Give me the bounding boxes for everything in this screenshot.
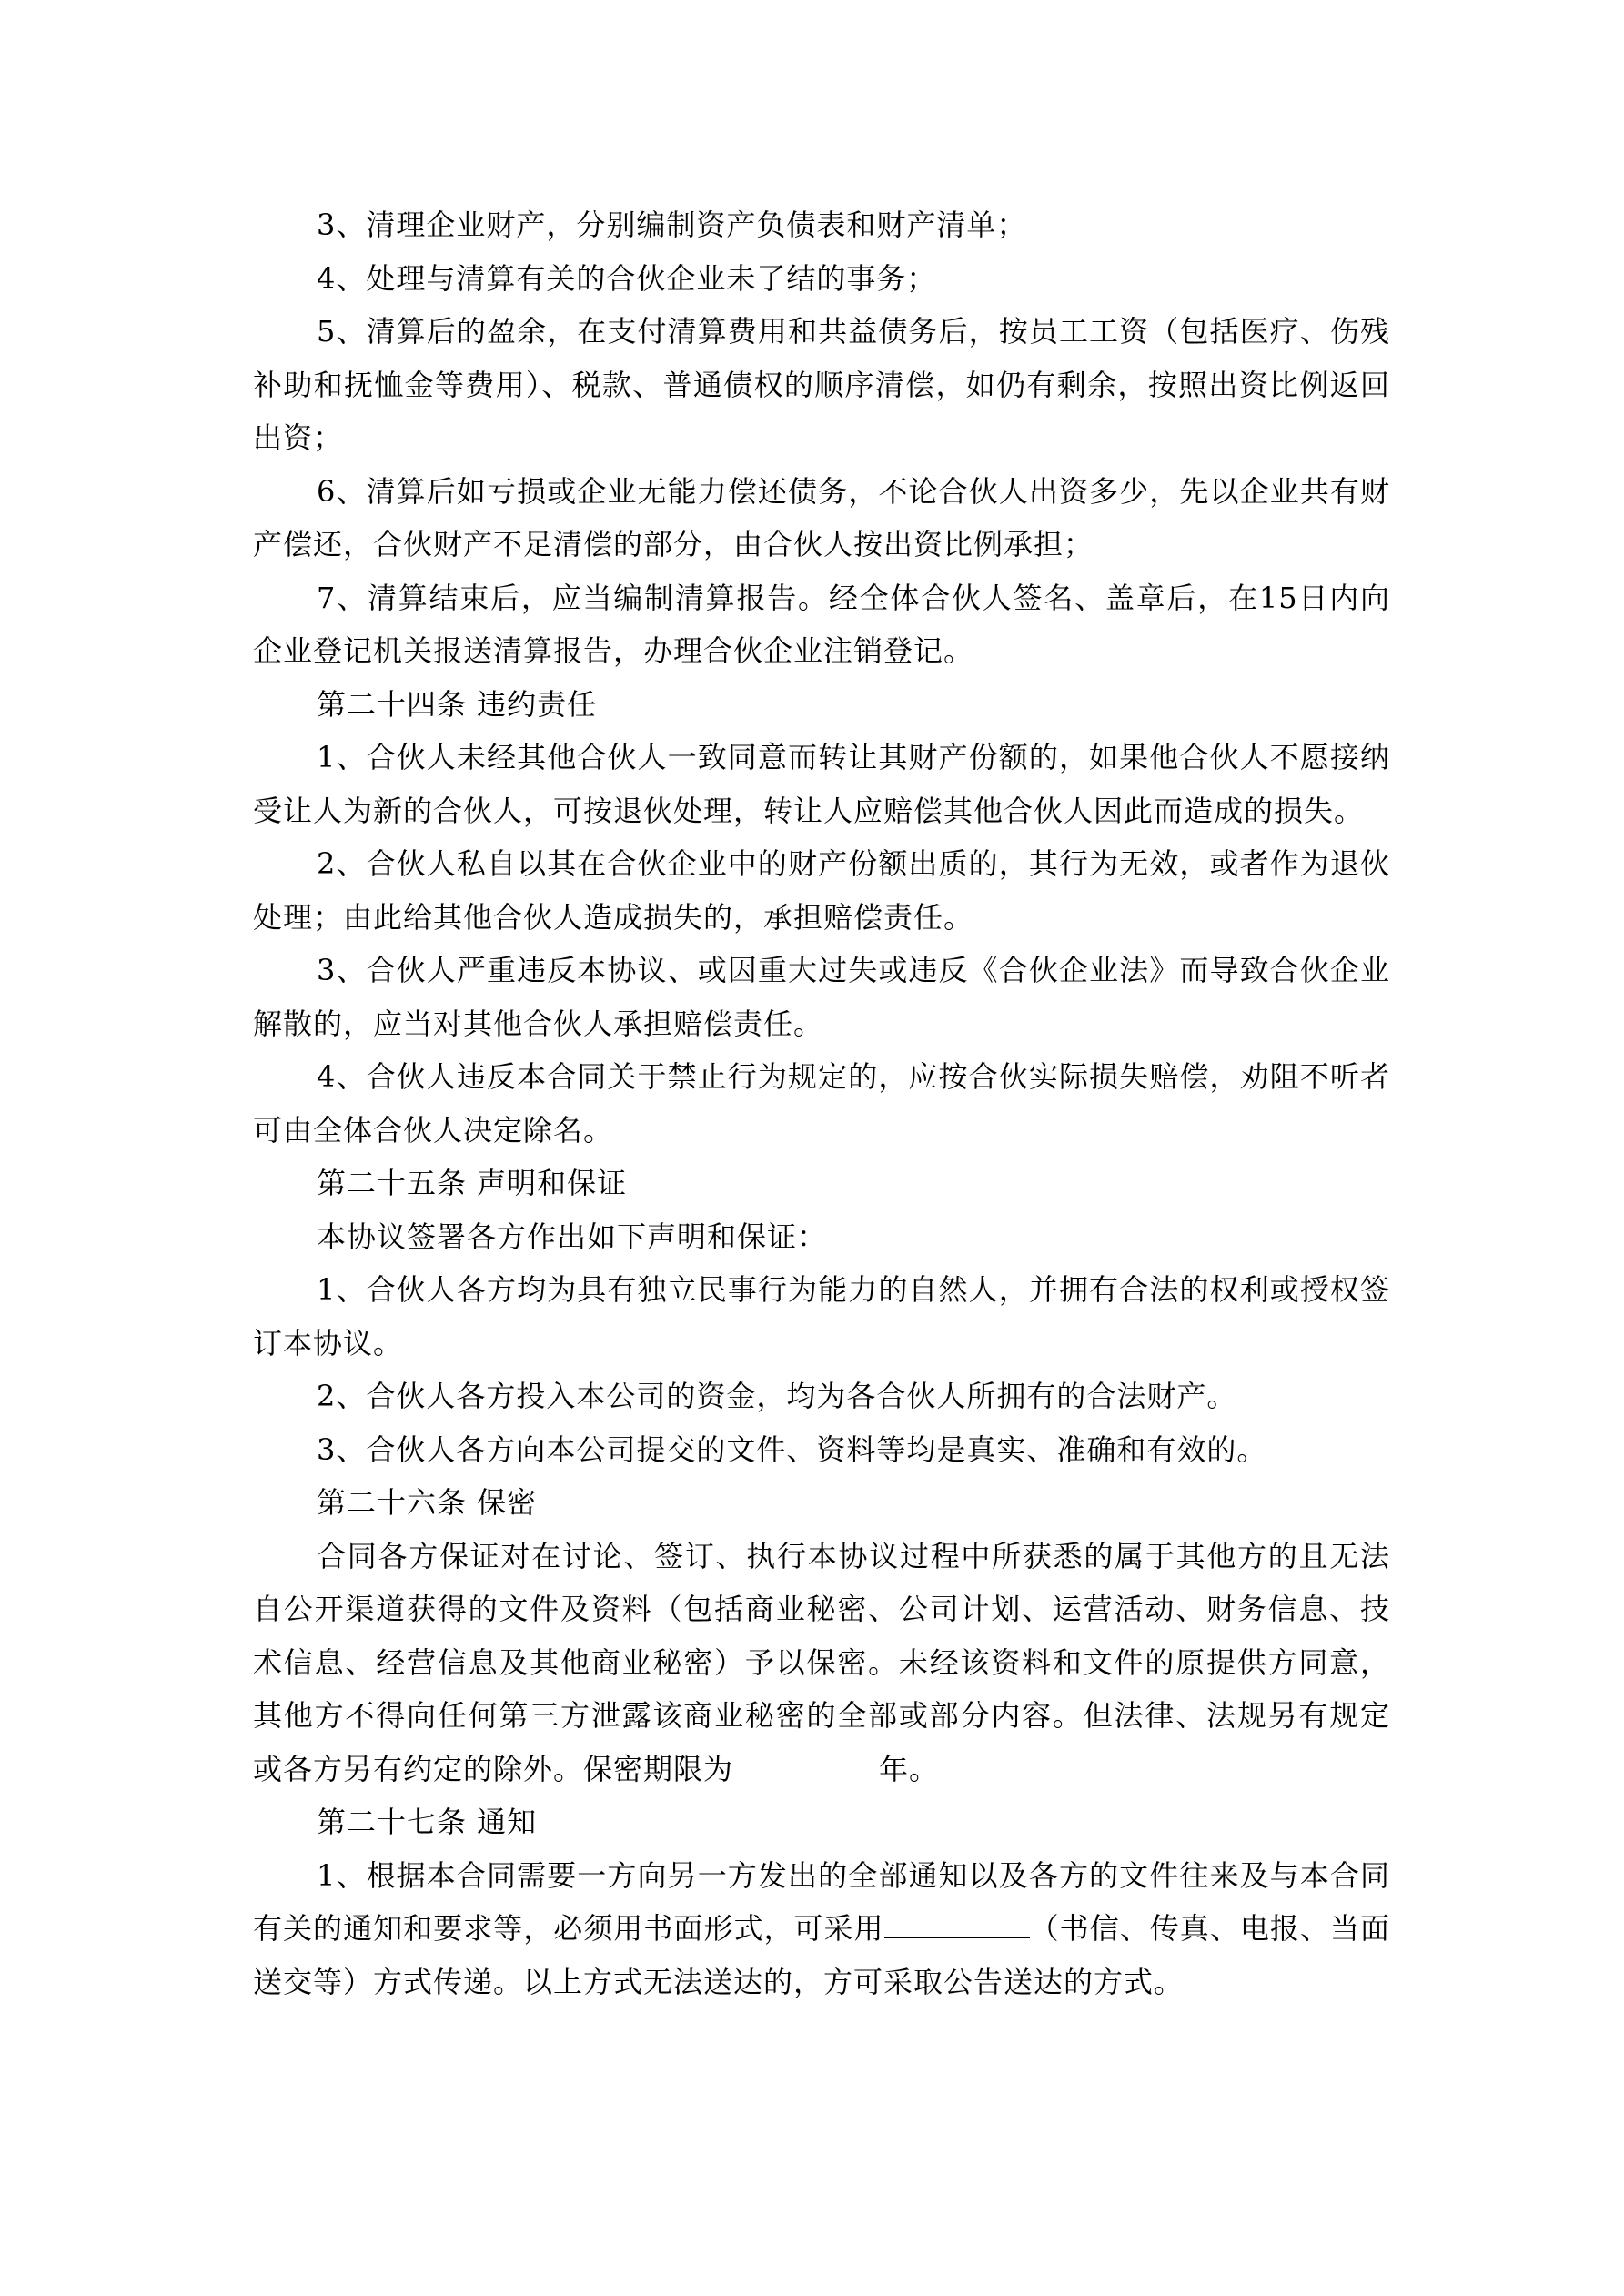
clause-liability-2: 2、合伙人私自以其在合伙企业中的财产份额出质的，其行为无效，或者作为退伙处理；由此给其他合伙人造成损失的，承担赔偿责任。 <box>253 846 1390 935</box>
clause-liability-4: 4、合伙人违反本合同关于禁止行为规定的，应按合伙实际损失赔偿，劝阻不听者可由全体合伙人决定除名。 <box>253 1059 1390 1148</box>
notice-text-after: （书信、传真、电报、当面送交等）方式传递。以上方式无法送达的，方可采取公告送达的方式。 <box>253 1911 1390 1999</box>
confidentiality-suffix: 年。 <box>879 1751 940 1786</box>
clause-declaration-3: 3、合伙人各方向本公司提交的文件、资料等均是真实、准确和有效的。 <box>317 1431 1267 1467</box>
article-24-heading: 第二十四条 违约责任 <box>317 686 598 722</box>
confidentiality-clause <box>253 1530 1390 1796</box>
clause-liquidation-7: 7、清算结束后，应当编制清算报告。经全体合伙人签名、盖章后，在15日内向企业登记机关报送清算报告，办理合伙企业注销登记。 <box>253 580 1390 668</box>
clause-liquidation-6: 6、清算后如亏损或企业无能力偿还债务，不论合伙人出资多少，先以企业共有财产偿还，合伙财产不足清偿的部分，由合伙人按出资比例承担； <box>253 473 1390 561</box>
clause-liquidation-3: 3、清理企业财产，分别编制资产负债表和财产清单； <box>317 207 1027 242</box>
article-27-heading: 第二十七条 通知 <box>317 1805 538 1839</box>
clause-liquidation-5: 5、清算后的盈余，在支付清算费用和共益债务后，按员工工资（包括医疗、伤残补助和抚恤金等费用）、税款、普通债权的顺序清偿，如仍有剩余，按照出资比例返回出资； <box>253 314 1390 455</box>
notice-clause-1 <box>253 1849 1390 2009</box>
clause-declaration-1: 1、合伙人各方均为具有独立民事行为能力的自然人，并拥有合法的权利或授权签订本协议。 <box>253 1272 1390 1360</box>
clause-liability-3: 3、合伙人严重违反本协议、或因重大过失或违反《合伙企业法》而导致合伙企业解散的，应当对其他合伙人承担赔偿责任。 <box>253 953 1390 1041</box>
clause-liquidation-4: 4、处理与清算有关的合伙企业未了结的事务； <box>317 260 937 296</box>
document-body <box>253 198 1390 2008</box>
notice-method-blank[interactable] <box>884 1909 1030 1938</box>
article-25-heading: 第二十五条 声明和保证 <box>317 1166 628 1200</box>
clause-declaration-2: 2、合伙人各方投入本公司的资金，均为各合伙人所拥有的合法财产。 <box>317 1379 1237 1413</box>
article-26-heading: 第二十六条 保密 <box>317 1485 538 1520</box>
notice-text-before: 1、根据本合同需要一方向另一方发出的全部通知以及各方的文件往来及与本合同有关的通知和要求等，必须用书面形式，可采用 <box>253 1857 1390 1946</box>
clause-liability-1: 1、合伙人未经其他合伙人一致同意而转让其财产份额的，如果他合伙人不愿接纳受让人为新的合伙人，可按退伙处理，转让人应赔偿其他合伙人因此而造成的损失。 <box>253 740 1390 828</box>
declaration-intro: 本协议签署各方作出如下声明和保证： <box>317 1219 828 1254</box>
confidentiality-text: 合同各方保证对在讨论、签订、执行本协议过程中所获悉的属于其他方的且无法自公开渠道获得的文件及资料（包括商业秘密、公司计划、运营活动、财务信息、技术信息、经营信息及其他商业秘密）予以保密。未经该资料和文件的原提供方同意，其他方不得向任何第三方泄露该商业秘密的全部或部分内容。但法律、法规另有规定或各方另有约定的除外。保密期限为 <box>253 1538 1390 1786</box>
